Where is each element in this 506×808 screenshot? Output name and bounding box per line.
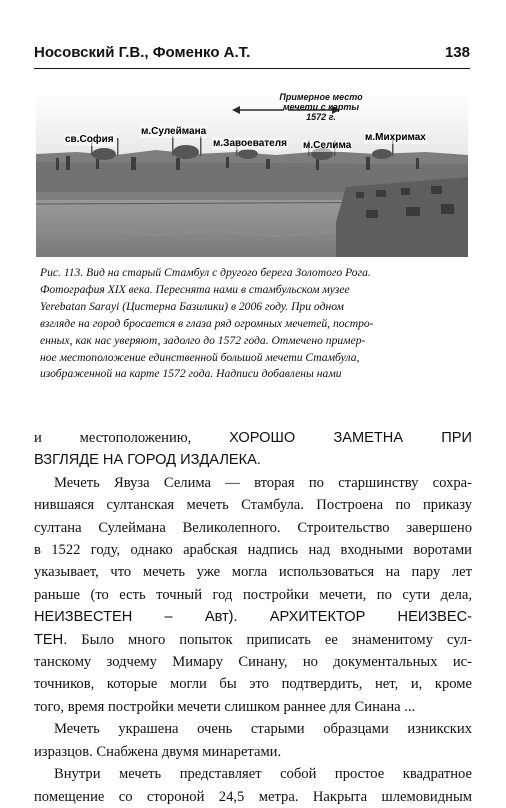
figure-caption <box>40 265 464 383</box>
note-approx-location <box>276 92 366 122</box>
label-conqueror-mosque: м.Завоевателя <box>213 138 287 149</box>
note-line: 1572 г. <box>306 112 336 122</box>
body-line: помещение со стороной 24,5 метра. Накрыта шлемовидным <box>34 788 472 805</box>
body-line: точников, которые могли бы это подтвердить, нет, и, кроме <box>34 676 472 693</box>
caps-run: ВЗГЛЯДЕ НА ГОРОД ИЗДАЛЕКА. <box>34 452 261 469</box>
header-authors: Носовский Г.В., Фоменко А.Т. <box>34 44 251 61</box>
body-line <box>34 449 472 471</box>
body-line: в 1522 году, однако арабская надпись над входными воротами <box>34 542 472 559</box>
body-line: султана Сулеймана Великолепного. Строительство завершено <box>34 519 472 536</box>
label-suleiman-mosque: м.Сулеймана <box>141 126 207 137</box>
body-line: того, время постройки мечети слишком раннее для Синана ... <box>34 698 416 715</box>
caption-line: взгляде на город бросается в глаза ряд огромных мечетей, постро- <box>40 316 374 330</box>
caption-line: Рис. 113. Вид на старый Стамбул с другого берега Золотого Рога. <box>40 266 371 279</box>
header-rule <box>34 68 470 69</box>
body-text <box>34 427 472 808</box>
body-line: раньше (то есть точный год постройки мечети, по сути дела, <box>34 586 472 603</box>
istanbul-panorama-image <box>36 92 468 257</box>
label-selim-mosque: м.Селима <box>303 140 352 151</box>
body-line: нившаяся султанская мечеть Стамбула. Построена по приказу <box>34 497 472 514</box>
body-line <box>34 606 472 628</box>
text-run: Было много попыток приписать ее знаменитому сул- <box>81 631 472 648</box>
body-line: танскому зодчему Мимару Синану, но документальных ис- <box>34 654 472 671</box>
body-line <box>34 629 472 651</box>
body-line: указывает, что мечеть уже могла использоваться на пару лет <box>34 564 472 581</box>
caption-line: ное местоположение единственной большой мечети Стамбула, <box>40 350 360 364</box>
body-line: Внутри мечеть представляет собой простое квадратное <box>54 766 472 783</box>
text-run: и местоположению, <box>34 430 192 446</box>
body-line <box>34 427 472 449</box>
label-hagia-sophia: св.София <box>65 134 114 145</box>
figure-photo <box>36 92 468 257</box>
caps-run: ТЕН. <box>34 631 68 648</box>
caption-line: изображенной на карте 1572 года. Надписи добавлены нами <box>40 367 342 381</box>
body-line: изразцов. Снабжена двумя минаретами. <box>34 743 282 760</box>
body-line: Мечеть украшена очень старыми образцами изникских <box>54 721 472 738</box>
caption-line: Yerebatan Sarayi (Цистерна Базилики) в 2006 году. При одном <box>40 299 344 313</box>
note-line: Примерное место <box>279 92 363 102</box>
note-line: мечети с карты <box>282 102 360 112</box>
caption-line: енных, как нас уверяют, задолго до 1572 года. Отмечено пример- <box>40 333 366 347</box>
body-line: Мечеть Явуза Селима — вторая по старшинству сохра- <box>54 474 472 491</box>
page-number: 138 <box>444 44 470 61</box>
caps-run: НЕИЗВЕСТЕН – Авт). АРХИТЕКТОР НЕИЗВЕС- <box>34 609 472 626</box>
running-header <box>34 44 470 61</box>
label-mihrimah-mosque: м.Михримах <box>365 132 426 143</box>
caption-line: Фотография XIX века. Переснята нами в стамбульском музее <box>40 282 350 296</box>
caps-run: ХОРОШО ЗАМЕТНА ПРИ <box>229 430 472 446</box>
